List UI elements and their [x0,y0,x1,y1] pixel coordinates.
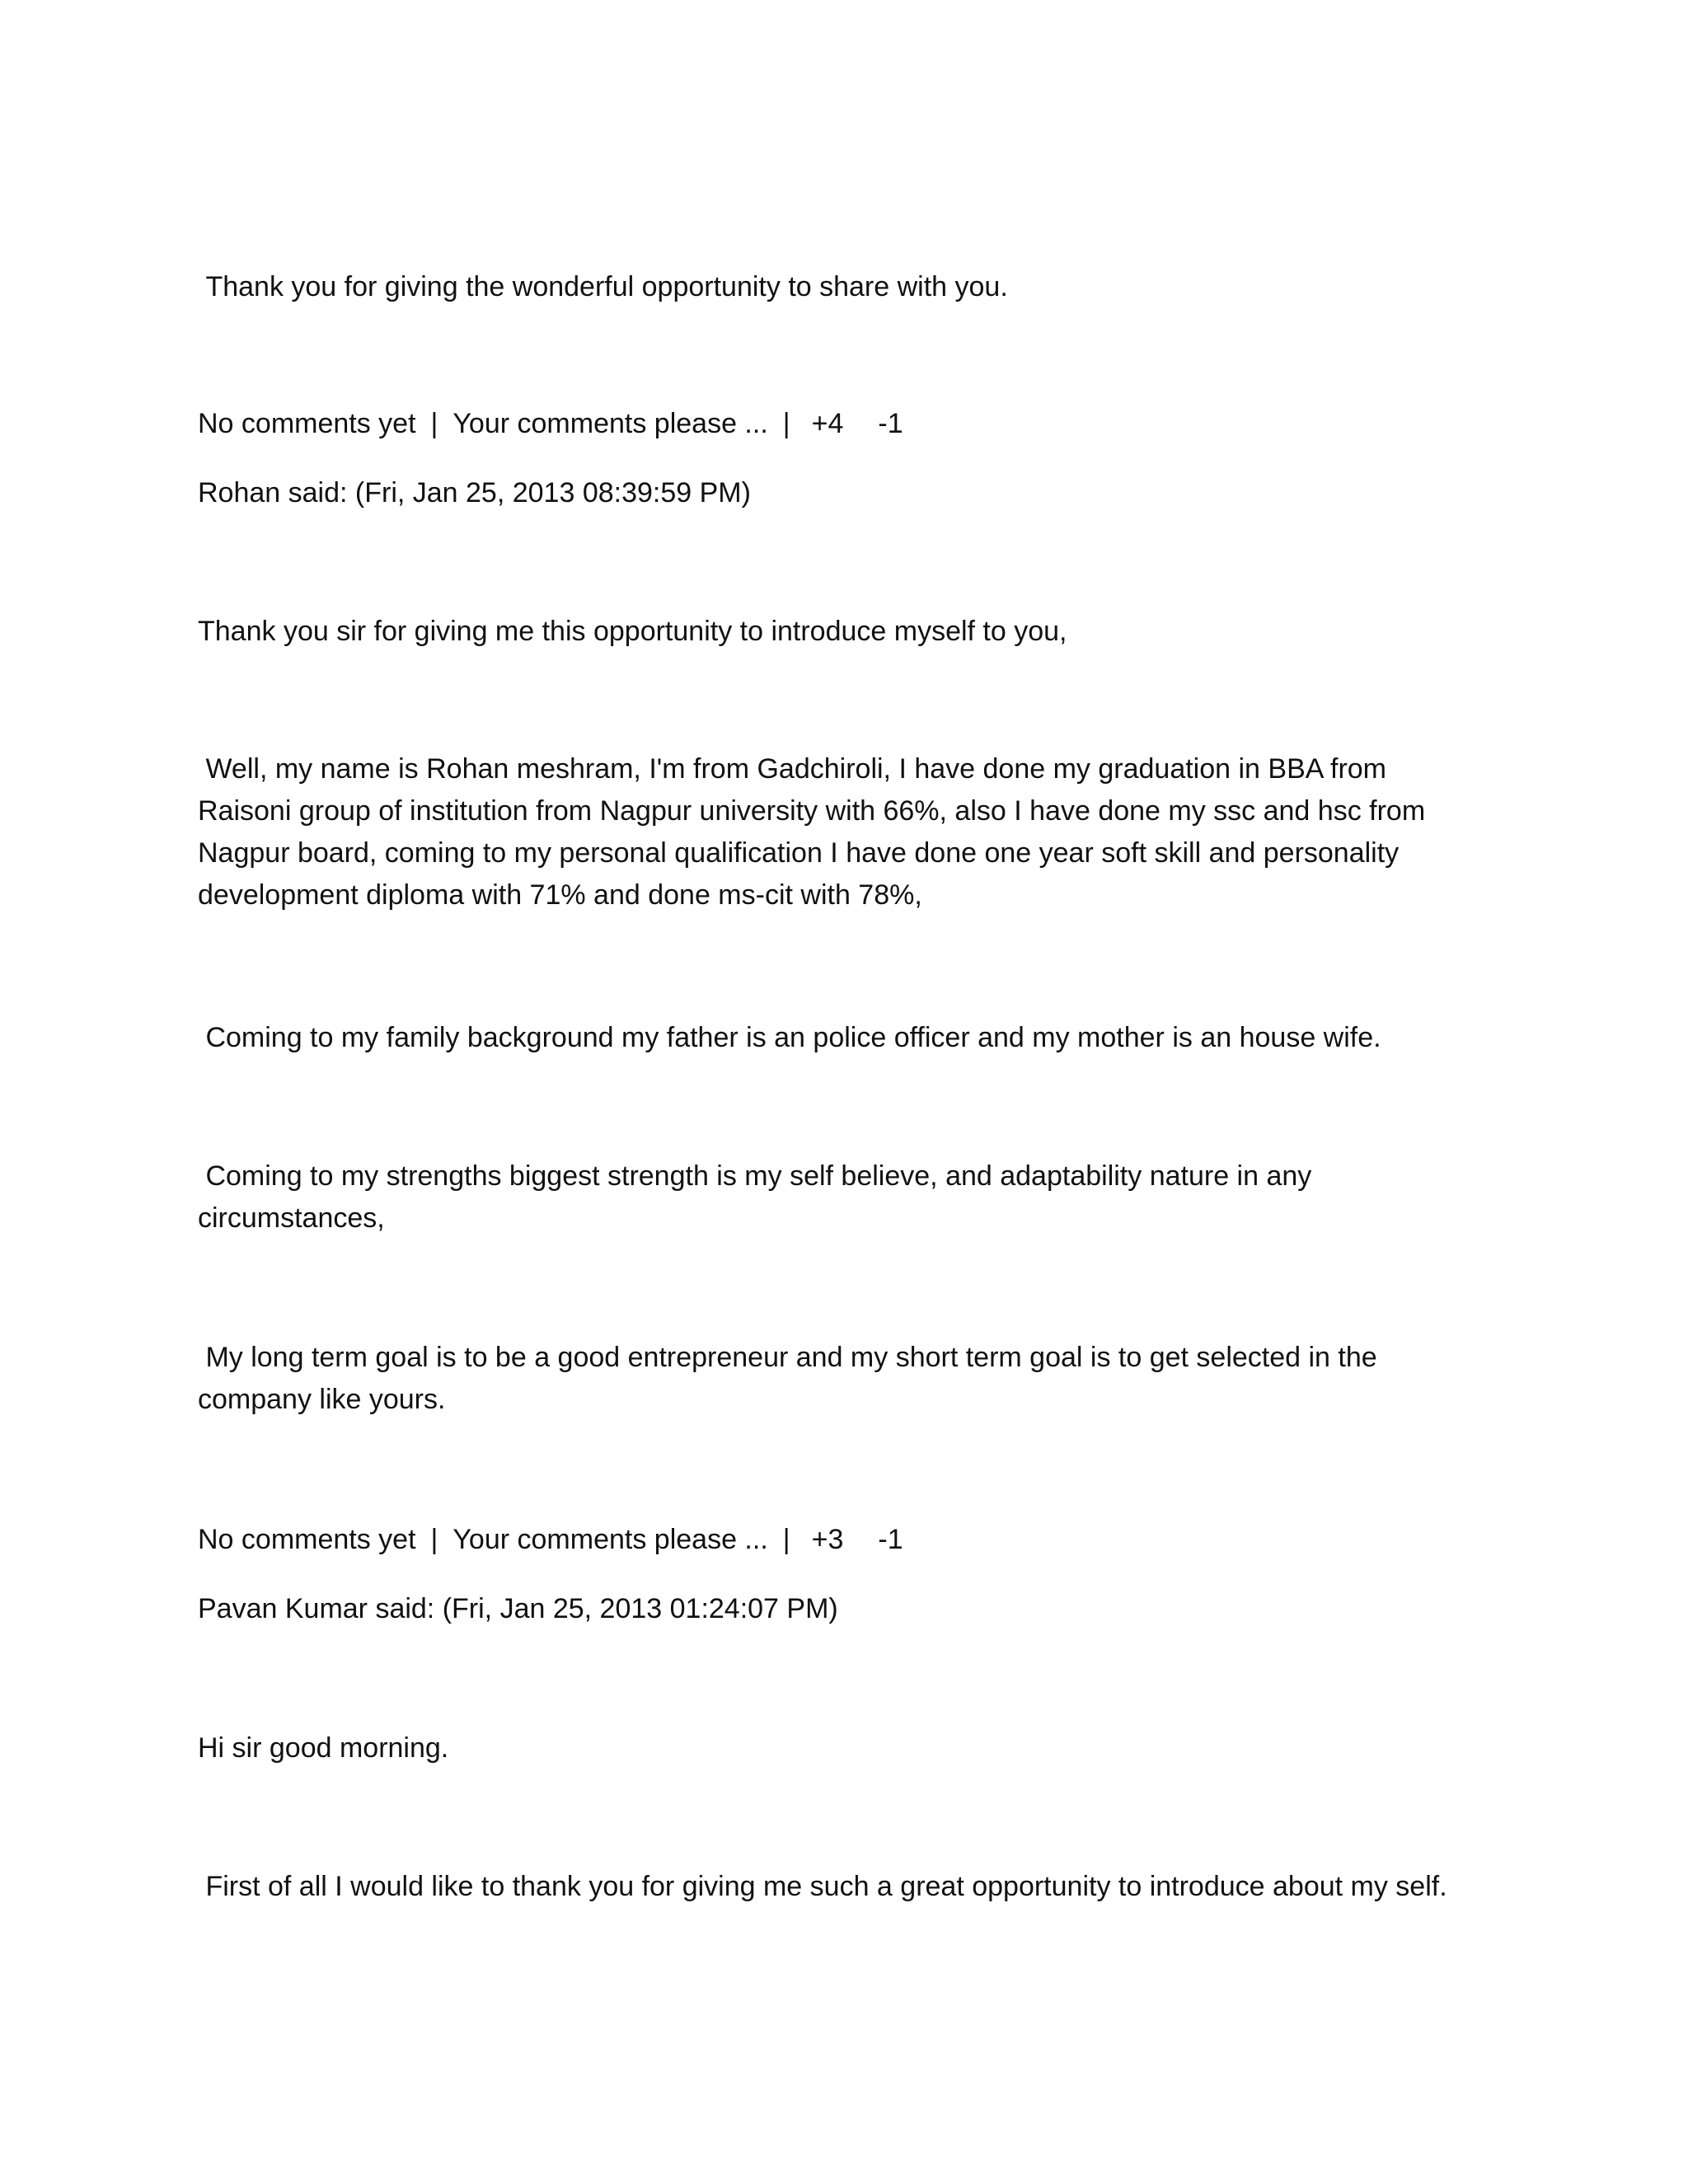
comments-count-link[interactable]: No comments yet [198,408,416,439]
post-body-paragraph: Well, my name is Rohan meshram, I'm from Gadchiroli, I have done my graduation in BBA from Raisoni group of institution from Nagpur university with 66%, also I have done my ssc and hsc from Nagpur board, coming to my personal qualification I have done one year soft skill and personality development diploma with 71% and done ms-cit with 78%, [198,753,1433,911]
post-body-paragraph: My long term goal is to be a good entrepreneur and my short term goal is to get selected in the company like yours. [198,1342,1386,1415]
post-actions-row [198,402,903,445]
post-body-paragraph: Thank you for giving the wonderful opportunity to share with you. [198,271,1008,302]
post-body-paragraph: Coming to my family background my father is an police officer and my mother is an house wife. [198,1022,1381,1053]
separator: | [430,408,438,439]
upvote-link[interactable]: +3 [811,1524,844,1555]
downvote-link[interactable]: -1 [878,1524,903,1555]
post-body-paragraph: Thank you sir for giving me this opportunity to introduce myself to you, [198,616,1067,647]
separator: | [782,1524,790,1555]
separator: | [782,408,790,439]
separator: | [430,1524,438,1555]
post-body-paragraph: First of all I would like to thank you for giving me such a great opportunity to introduce about my self. [198,1871,1447,1902]
post-author-header: Rohan said: (Fri, Jan 25, 2013 08:39:59 PM) [198,477,751,509]
post-body-paragraph: Hi sir good morning. [198,1732,449,1764]
post-author-header: Pavan Kumar said: (Fri, Jan 25, 2013 01:24:07 PM) [198,1593,838,1624]
upvote-link[interactable]: +4 [811,408,844,439]
comments-count-link[interactable]: No comments yet [198,1524,416,1555]
downvote-link[interactable]: -1 [878,408,903,439]
post-body-paragraph: Coming to my strengths biggest strength is my self believe, and adaptability nature in any circumstances, [198,1160,1320,1234]
add-comment-link[interactable]: Your comments please ... [452,408,768,439]
add-comment-link[interactable]: Your comments please ... [452,1524,768,1555]
post-actions-row [198,1518,903,1561]
